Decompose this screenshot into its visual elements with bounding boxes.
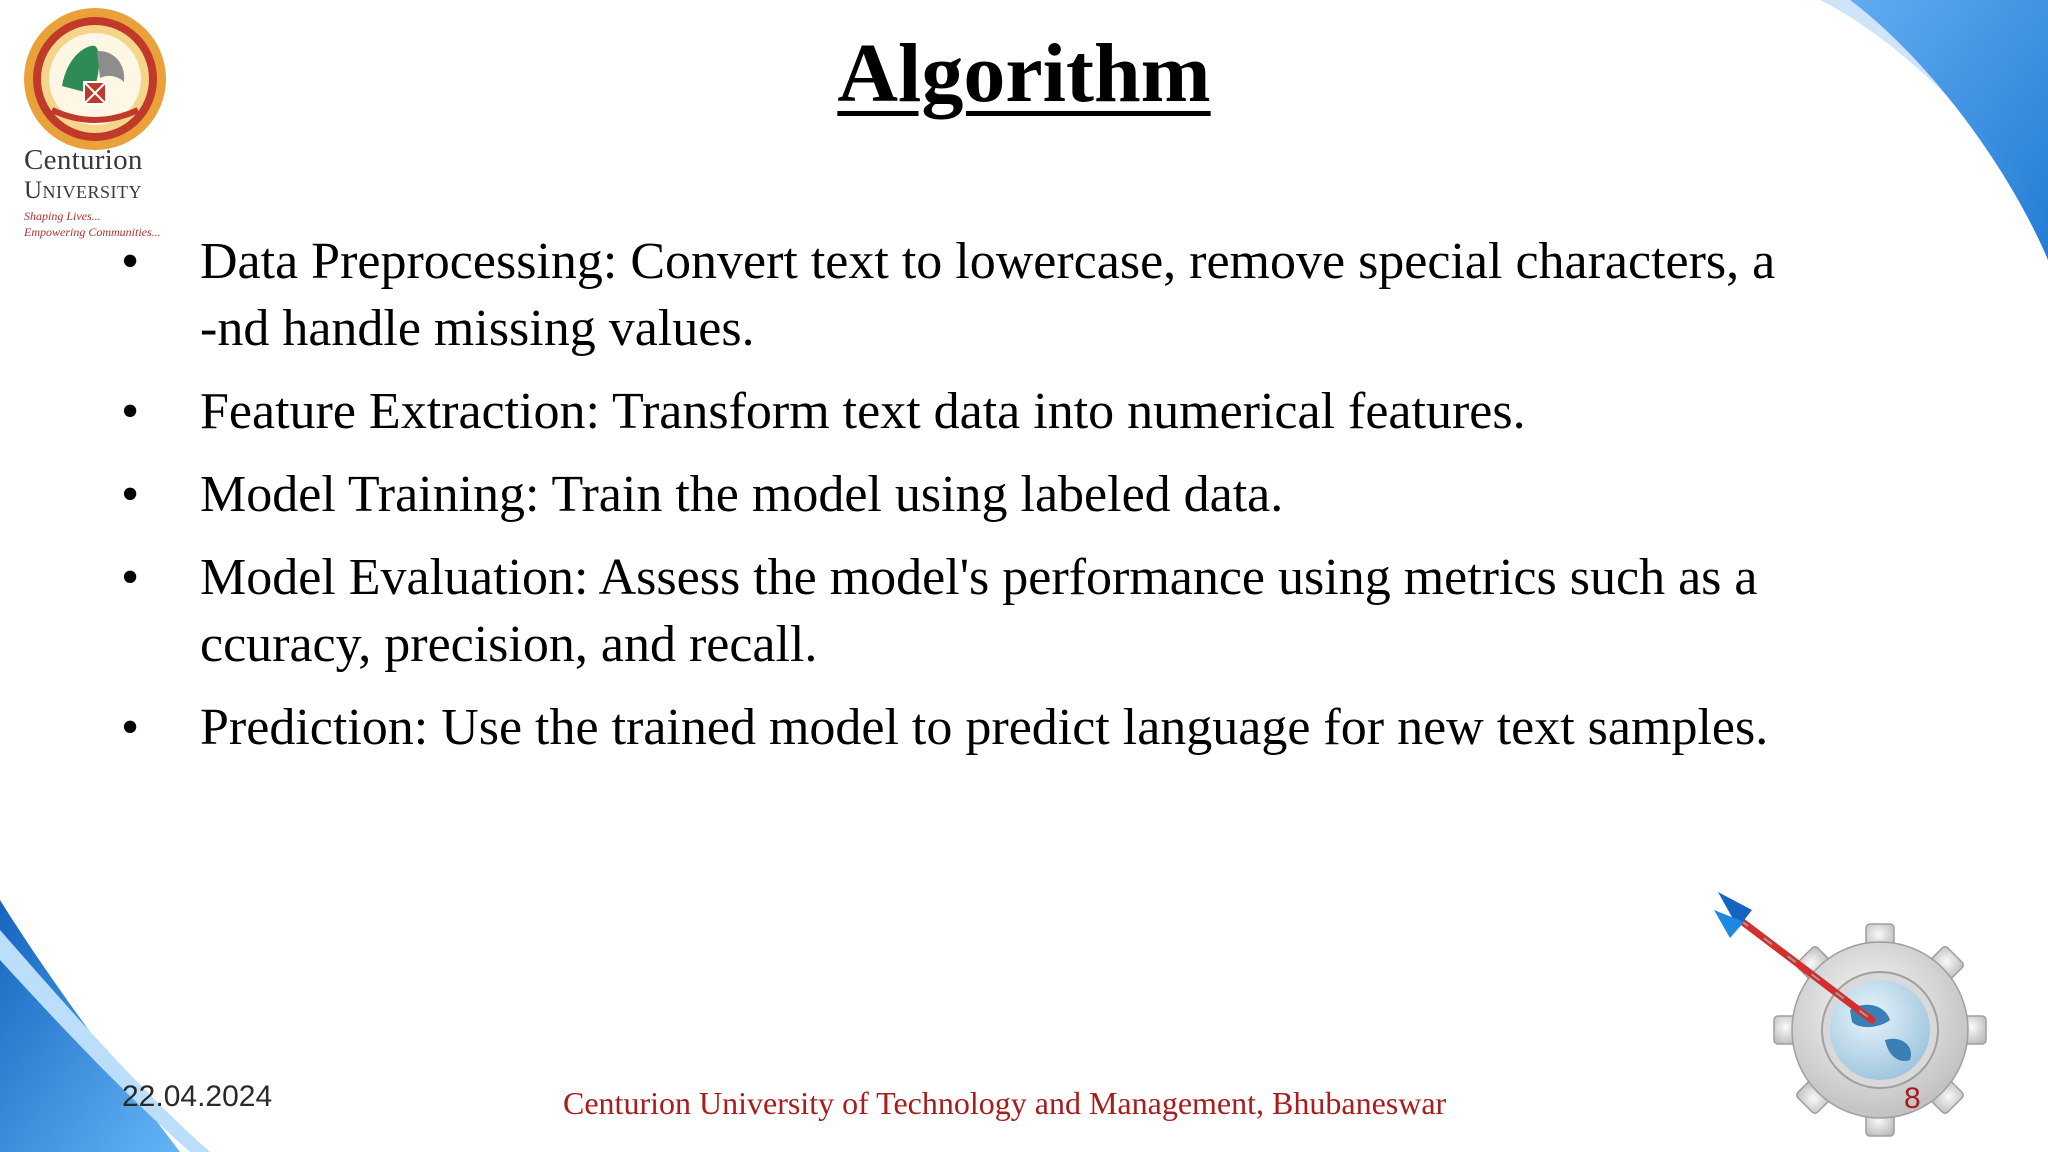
logo-tagline-1: Shaping Lives...	[24, 209, 101, 223]
logo-name: Centurion	[24, 144, 143, 176]
bullet-dot: •	[121, 549, 140, 606]
bullet-text-line: Prediction: Use the trained model to predict language for new text samples.	[200, 699, 1769, 756]
slide-title-text: Algorithm	[837, 27, 1211, 120]
bullet-item	[118, 228, 1938, 362]
bullet-text-line: Model Training: Train the model using labeled data.	[200, 466, 1284, 523]
logo-tagline-2: Empowering Communities...	[24, 225, 161, 239]
bullet-dot: •	[121, 383, 140, 440]
bullet-dot: •	[121, 699, 140, 756]
bullet-item	[118, 378, 1938, 445]
bullet-text-line: Data Preprocessing: Convert text to lowercase, remove special characters, a	[200, 233, 1776, 290]
bullet-dot: •	[121, 233, 140, 290]
footer-date: 22.04.2024	[122, 1080, 273, 1113]
logo-university: University	[24, 177, 143, 204]
footer-institution: Centurion University of Technology and Management, Bhubaneswar	[563, 1085, 1447, 1121]
bullet-text-line: Model Evaluation: Assess the model's performance using metrics such as a	[200, 549, 1758, 606]
bullet-list	[118, 228, 1938, 777]
bullet-item	[118, 461, 1938, 528]
slide-title	[0, 28, 2048, 120]
bullet-text-line: Feature Extraction: Transform text data into numerical features.	[200, 383, 1526, 440]
bullet-text-line: -nd handle missing values.	[200, 300, 755, 357]
dart-gear-target-icon	[1700, 880, 2000, 1150]
bullet-item	[118, 694, 1938, 761]
bullet-text-line: ccuracy, precision, and recall.	[200, 616, 818, 673]
bullet-item	[118, 544, 1938, 678]
page-number: 8	[1904, 1082, 1921, 1115]
bullet-dot: •	[121, 466, 140, 523]
